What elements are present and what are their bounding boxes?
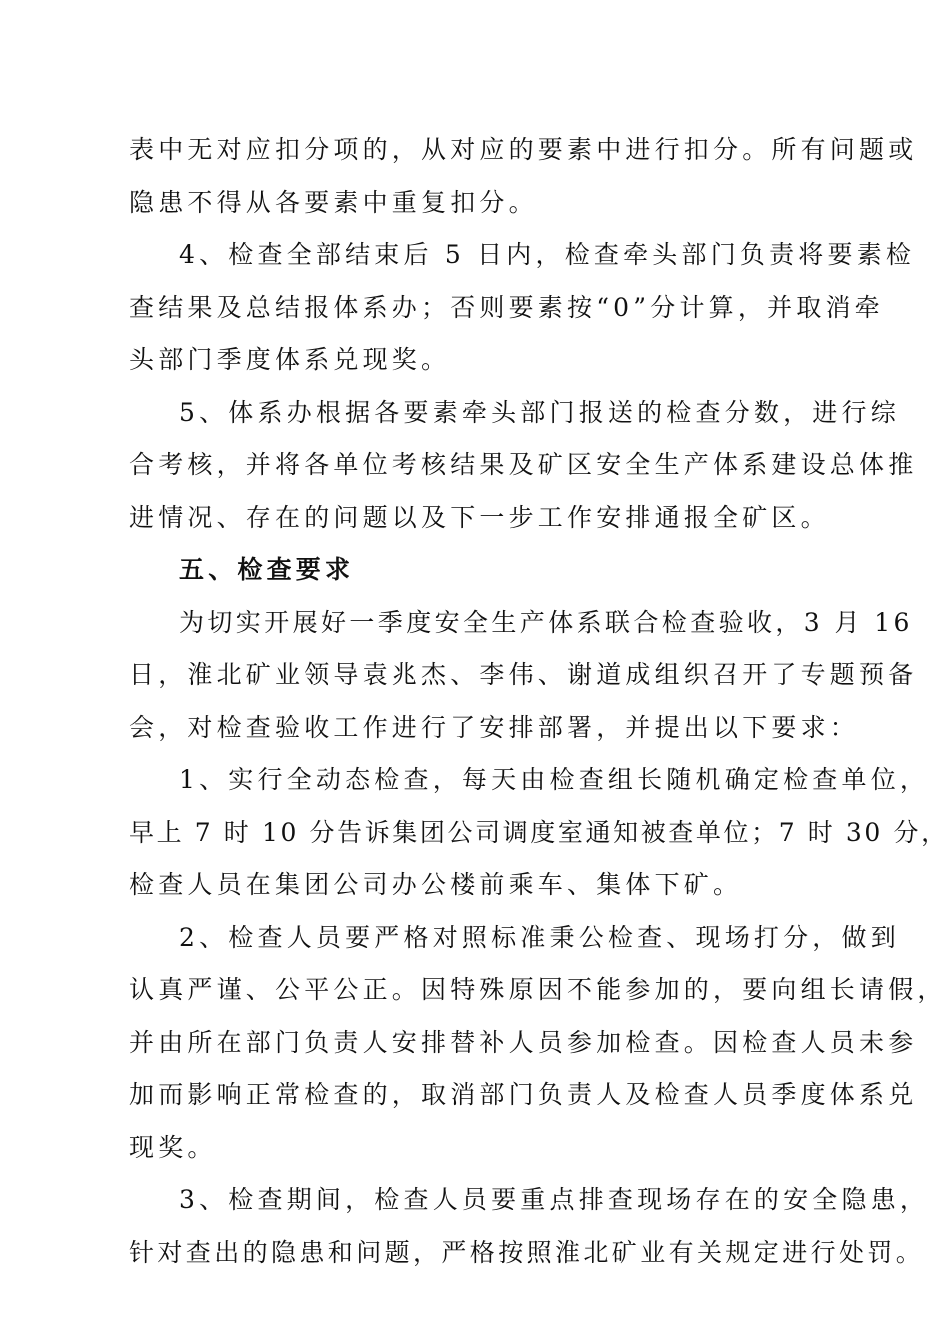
text-line: 早上 7 时 10 分告诉集团公司调度室通知被查单位；7 时 30 分， [129,817,949,847]
text-line: 加而影响正常检查的，取消部门负责人及检查人员季度体系兑 [129,1080,918,1109]
text-line: 针对查出的隐患和问题，严格按照淮北矿业有关规定进行处罚。 [129,1237,925,1267]
text-line: 并由所在部门负责人安排替补人员参加检查。因检查人员未参 [129,1027,918,1057]
requirement-item-3: 3、检查期间，检查人员要重点排查现场存在的安全隐患， [179,1185,930,1214]
text-line: 现奖。 [129,1132,217,1162]
text-line: 会，对检查验收工作进行了安排部署，并提出以下要求： [129,712,860,742]
paragraph-item-4: 4、检查全部结束后 5 日内，检查牵头部门负责将要素检 [179,240,916,269]
text-line: 进情况、存在的问题以及下一步工作安排通报全矿区。 [129,502,830,532]
section-heading: 五、检查要求 [179,555,355,584]
text-line: 表中无对应扣分项的，从对应的要素中进行扣分。所有问题或 [129,135,918,164]
text-line: 检查人员在集团公司办公楼前乘车、集体下矿。 [129,870,743,899]
text-line: 日，淮北矿业领导袁兆杰、李伟、谢道成组织召开了专题预备 [129,660,918,689]
text-line: 隐患不得从各要素中重复扣分。 [129,187,538,217]
text-line: 认真严谨、公平公正。因特殊原因不能参加的，要向组长请假， [129,975,947,1004]
requirement-item-1: 1、实行全动态检查，每天由检查组长随机确定检查单位， [179,765,930,794]
text-line: 头部门季度体系兑现奖。 [129,345,451,374]
document-body [129,124,949,1279]
paragraph-item-5: 5、体系办根据各要素牵头部门报送的检查分数，进行综 [179,397,900,427]
text-line: 查结果及总结报体系办；否则要素按“0”分计算，并取消牵 [129,292,884,322]
text-line: 合考核，并将各单位考核结果及矿区安全生产体系建设总体推 [129,450,918,479]
paragraph-intro: 为切实开展好一季度安全生产体系联合检查验收，3 月 16 [179,607,913,637]
requirement-item-2: 2、检查人员要严格对照标准秉公检查、现场打分，做到 [179,922,900,952]
